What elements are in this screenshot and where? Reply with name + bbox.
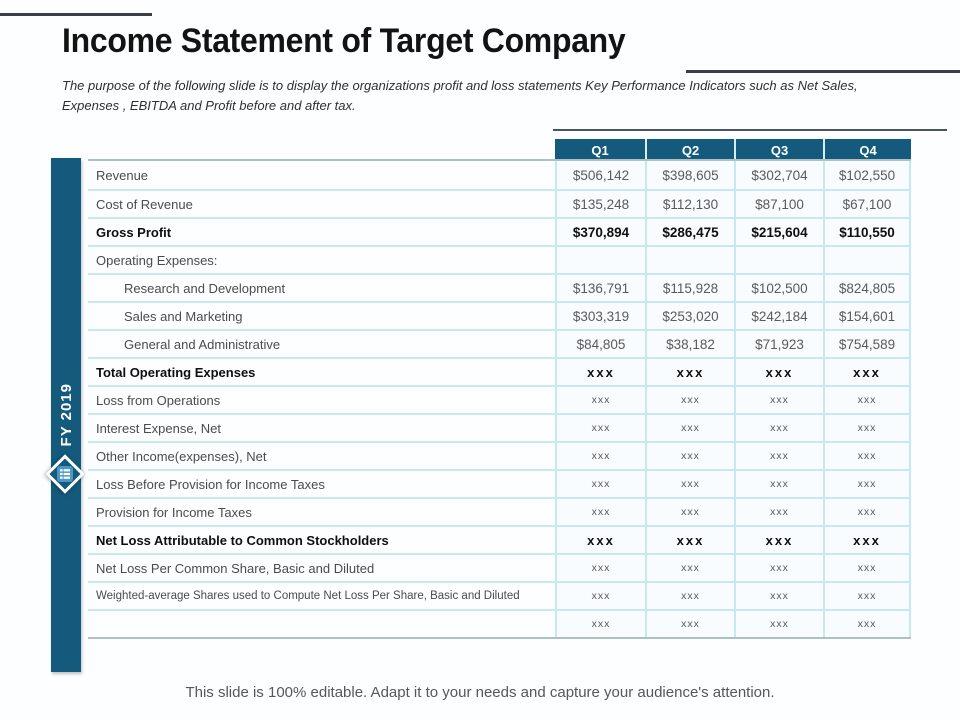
row-value: xxx bbox=[555, 443, 645, 469]
table-row bbox=[88, 497, 911, 525]
row-value: xxx bbox=[555, 471, 645, 497]
row-value: xxx bbox=[645, 359, 734, 385]
row-value: xxx bbox=[823, 611, 911, 637]
row-value: xxx bbox=[645, 555, 734, 581]
row-label: General and Administrative bbox=[124, 336, 281, 352]
table-top-accent-line bbox=[553, 129, 947, 131]
row-label: Gross Profit bbox=[96, 224, 172, 240]
row-value: $303,319 bbox=[555, 303, 645, 329]
row-value: xxx bbox=[555, 555, 645, 581]
table-row bbox=[88, 609, 911, 637]
table-row bbox=[88, 413, 911, 441]
row-value bbox=[823, 247, 911, 273]
row-value: xxx bbox=[645, 415, 734, 441]
row-value: $102,500 bbox=[734, 275, 823, 301]
row-label: Revenue bbox=[96, 167, 149, 183]
row-value: $136,791 bbox=[555, 275, 645, 301]
row-value: xxx bbox=[555, 359, 645, 385]
row-label: Total Operating Expenses bbox=[96, 364, 256, 380]
row-value: $370,894 bbox=[555, 219, 645, 245]
table-row bbox=[88, 273, 911, 301]
top-right-accent-line bbox=[686, 70, 960, 73]
row-value: xxx bbox=[645, 499, 734, 525]
table-row bbox=[88, 525, 911, 553]
row-value: $102,550 bbox=[823, 161, 911, 189]
row-label: Cost of Revenue bbox=[96, 196, 193, 212]
row-value: xxx bbox=[823, 415, 911, 441]
footer-note: This slide is 100% editable. Adapt it to your needs and capture your audience's attention. bbox=[185, 684, 775, 701]
row-label: Interest Expense, Net bbox=[96, 420, 222, 436]
row-value: xxx bbox=[734, 443, 823, 469]
row-value: xxx bbox=[823, 471, 911, 497]
row-value: xxx bbox=[823, 527, 911, 553]
row-value: xxx bbox=[555, 611, 645, 637]
row-label: Provision for Income Taxes bbox=[96, 504, 252, 520]
row-label bbox=[88, 611, 555, 637]
row-label: Net Loss Attributable to Common Stockholders bbox=[96, 532, 389, 548]
row-value: xxx bbox=[823, 555, 911, 581]
table-row bbox=[88, 469, 911, 497]
row-value: xxx bbox=[823, 387, 911, 413]
row-value: xxx bbox=[734, 583, 823, 609]
row-value: xxx bbox=[734, 471, 823, 497]
row-value: xxx bbox=[823, 443, 911, 469]
row-value: xxx bbox=[734, 387, 823, 413]
row-value: xxx bbox=[823, 583, 911, 609]
row-label: Net Loss Per Common Share, Basic and Diluted bbox=[96, 560, 375, 576]
table-row bbox=[88, 385, 911, 413]
row-value: $302,704 bbox=[734, 161, 823, 189]
row-value: $154,601 bbox=[823, 303, 911, 329]
row-value bbox=[555, 247, 645, 273]
row-value: xxx bbox=[645, 471, 734, 497]
row-value: xxx bbox=[645, 611, 734, 637]
row-value: xxx bbox=[734, 415, 823, 441]
row-label: Sales and Marketing bbox=[124, 308, 243, 324]
fiscal-year-label: FY 2019 bbox=[57, 383, 75, 447]
table-row bbox=[88, 217, 911, 245]
slide-subtitle: The purpose of the following slide is to display the organizations profit and loss statements Key Performance Indicators such as Net Sales, Expenses , EBITDA and Profit before and after tax. bbox=[62, 78, 858, 114]
table-header-row bbox=[555, 139, 911, 161]
row-value: $38,182 bbox=[645, 331, 734, 357]
table-row bbox=[88, 329, 911, 357]
row-value: $286,475 bbox=[645, 219, 734, 245]
row-value: xxx bbox=[645, 527, 734, 553]
row-value: xxx bbox=[555, 415, 645, 441]
row-value: xxx bbox=[645, 583, 734, 609]
row-value: $110,550 bbox=[823, 219, 911, 245]
row-value: xxx bbox=[555, 527, 645, 553]
row-value: $87,100 bbox=[734, 191, 823, 217]
row-value: xxx bbox=[823, 359, 911, 385]
row-label: Loss Before Provision for Income Taxes bbox=[96, 476, 325, 492]
row-value: $824,805 bbox=[823, 275, 911, 301]
row-label: Loss from Operations bbox=[96, 392, 221, 408]
row-value: xxx bbox=[734, 527, 823, 553]
column-header-q4: Q4 bbox=[823, 139, 911, 161]
slide-title: Income Statement of Target Company bbox=[62, 22, 626, 60]
row-value: $398,605 bbox=[645, 161, 734, 189]
row-value: xxx bbox=[555, 499, 645, 525]
row-value: xxx bbox=[734, 555, 823, 581]
table-row bbox=[88, 161, 911, 189]
table-row bbox=[88, 441, 911, 469]
row-value: xxx bbox=[734, 611, 823, 637]
row-value bbox=[645, 247, 734, 273]
row-label: Research and Development bbox=[124, 280, 286, 296]
row-value: $67,100 bbox=[823, 191, 911, 217]
row-value bbox=[734, 247, 823, 273]
row-value: xxx bbox=[645, 443, 734, 469]
row-label: Operating Expenses: bbox=[96, 252, 218, 268]
column-header-q2: Q2 bbox=[645, 139, 734, 161]
table-row bbox=[88, 189, 911, 217]
row-value: $84,805 bbox=[555, 331, 645, 357]
top-left-accent-line bbox=[0, 13, 152, 16]
row-value: xxx bbox=[555, 583, 645, 609]
row-label: Weighted-average Shares used to Compute Net Loss Per Share, Basic and Diluted bbox=[96, 590, 520, 602]
row-value: xxx bbox=[823, 499, 911, 525]
row-value: $506,142 bbox=[555, 161, 645, 189]
column-header-q3: Q3 bbox=[734, 139, 823, 161]
table-row bbox=[88, 553, 911, 581]
row-value: $112,130 bbox=[645, 191, 734, 217]
fiscal-year-band bbox=[51, 158, 81, 672]
column-header-q1: Q1 bbox=[555, 139, 645, 161]
table-row bbox=[88, 357, 911, 385]
row-label: Other Income(expenses), Net bbox=[96, 448, 267, 464]
row-value: xxx bbox=[645, 387, 734, 413]
table-row bbox=[88, 581, 911, 609]
row-value: xxx bbox=[734, 359, 823, 385]
row-value: $115,928 bbox=[645, 275, 734, 301]
row-value: $215,604 bbox=[734, 219, 823, 245]
row-value: $754,589 bbox=[823, 331, 911, 357]
table-row bbox=[88, 301, 911, 329]
row-value: $242,184 bbox=[734, 303, 823, 329]
row-value: xxx bbox=[734, 499, 823, 525]
row-value: $253,020 bbox=[645, 303, 734, 329]
table-row bbox=[88, 245, 911, 273]
row-value: $135,248 bbox=[555, 191, 645, 217]
row-value: $71,923 bbox=[734, 331, 823, 357]
table-list-icon bbox=[54, 463, 76, 485]
income-statement-table bbox=[88, 159, 911, 639]
row-value: xxx bbox=[555, 387, 645, 413]
